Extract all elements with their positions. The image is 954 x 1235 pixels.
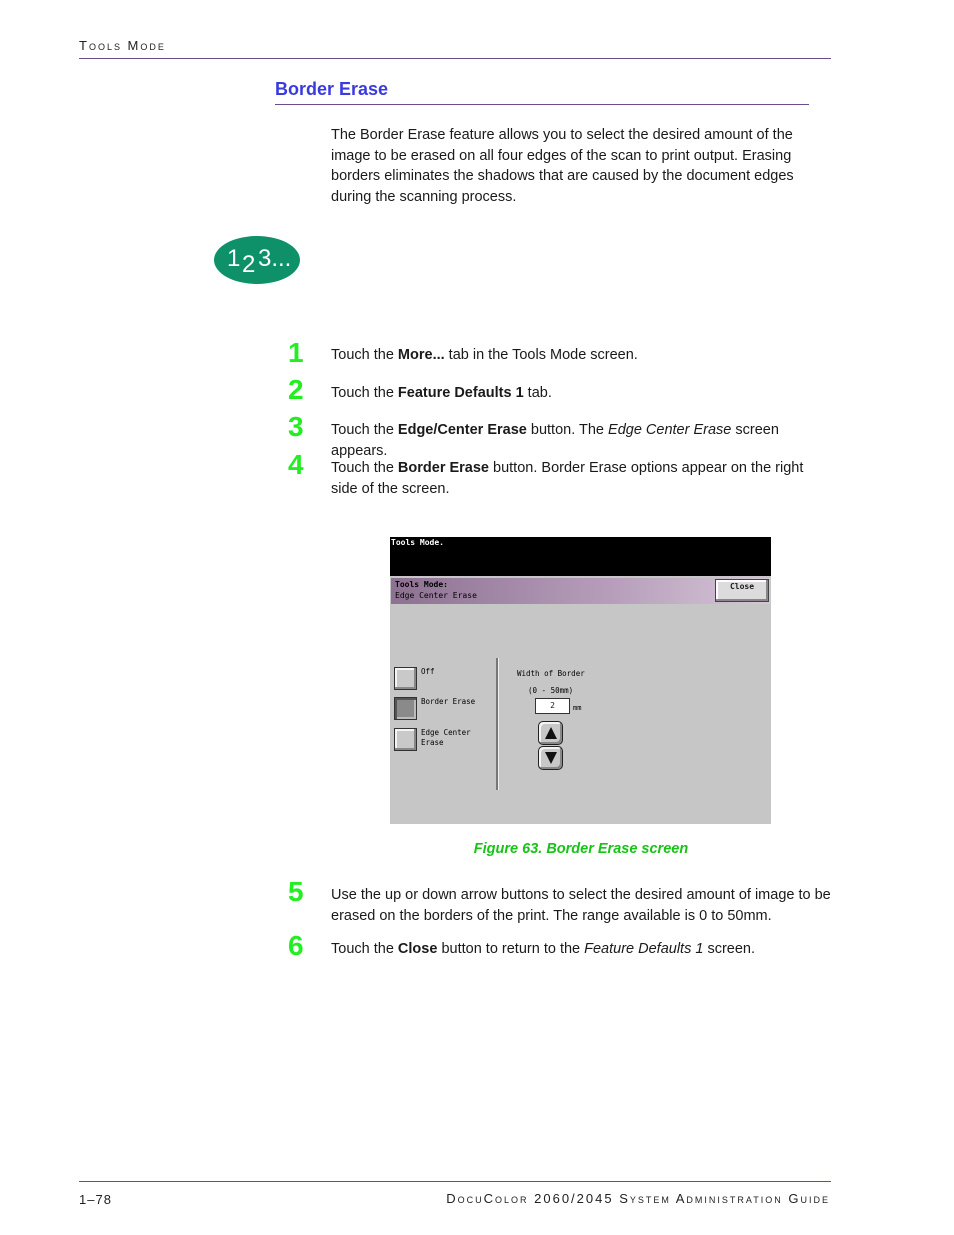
down-arrow-button[interactable]	[538, 746, 563, 770]
badge-digit-1: 1	[227, 245, 241, 272]
border-erase-option-label: Border Erase	[421, 697, 476, 706]
section-title: Border Erase	[275, 79, 389, 99]
screen-title: Tools Mode.	[391, 538, 444, 547]
figure-caption: Figure 63. Border Erase screen	[473, 841, 689, 857]
step-number: 2	[288, 374, 304, 405]
edge-center-erase-option-button[interactable]	[394, 728, 417, 751]
off-option-button[interactable]	[394, 667, 417, 690]
screen-breadcrumb-bar	[391, 578, 770, 604]
page-number: 1–78	[79, 1192, 112, 1207]
step-text: Touch the Edge/Center Erase button. The Edge Center Erase screen appears.	[331, 422, 779, 459]
section-rule	[275, 104, 809, 105]
badge-digit-3: 3...	[258, 245, 292, 272]
arrow-up-icon	[544, 726, 558, 740]
step-number: 4	[288, 449, 304, 480]
step-text: Touch the Border Erase button. Border Erase options appear on the right side of the screen.	[331, 460, 804, 497]
up-arrow-button[interactable]	[538, 721, 563, 745]
step-number: 6	[288, 930, 304, 961]
step-text: Touch the Close button to return to the Feature Defaults 1 screen.	[331, 941, 756, 957]
edge-center-erase-option-label: Edge Center Erase	[421, 728, 471, 747]
step-number: 1	[288, 337, 304, 368]
step-text: Use the up or down arrow buttons to select the desired amount of image to be erased on the borders of the print. The range available is 0 to 50mm.	[331, 887, 831, 924]
width-of-border-label: Width of Border	[517, 669, 585, 678]
step-number: 3	[288, 411, 304, 442]
step-number: 5	[288, 876, 304, 907]
steps-badge-icon	[214, 236, 300, 284]
border-width-value-field[interactable]: 2	[535, 698, 570, 714]
running-header: Tools Mode	[79, 38, 166, 53]
badge-digit-2: 2	[242, 251, 256, 278]
arrow-down-icon	[544, 751, 558, 765]
breadcrumb-line2: Edge Center Erase	[395, 591, 477, 600]
intro-paragraph: The Border Erase feature allows you to select the desired amount of the image to be erased on all four edges of the scan to print output. Erasing borders eliminates the shadows that are caused by the document edges during the scanning process.	[331, 127, 794, 205]
border-erase-screen	[390, 537, 771, 824]
footer-rule	[79, 1181, 831, 1182]
unit-label: mm	[573, 704, 582, 712]
screen-title-bar	[390, 537, 771, 576]
step-text: Touch the Feature Defaults 1 tab.	[331, 385, 552, 401]
close-button[interactable]: Close	[715, 579, 769, 602]
vertical-divider	[496, 658, 498, 790]
header-rule	[79, 58, 831, 59]
guide-title: DocuColor 2060/2045 System Administration Guide	[446, 1191, 830, 1206]
breadcrumb-line1: Tools Mode:	[395, 580, 448, 589]
off-option-label: Off	[421, 667, 435, 676]
step-text: Touch the More... tab in the Tools Mode screen.	[331, 347, 638, 363]
range-label: (0 - 50mm)	[528, 686, 574, 695]
border-erase-option-button[interactable]	[394, 697, 417, 720]
